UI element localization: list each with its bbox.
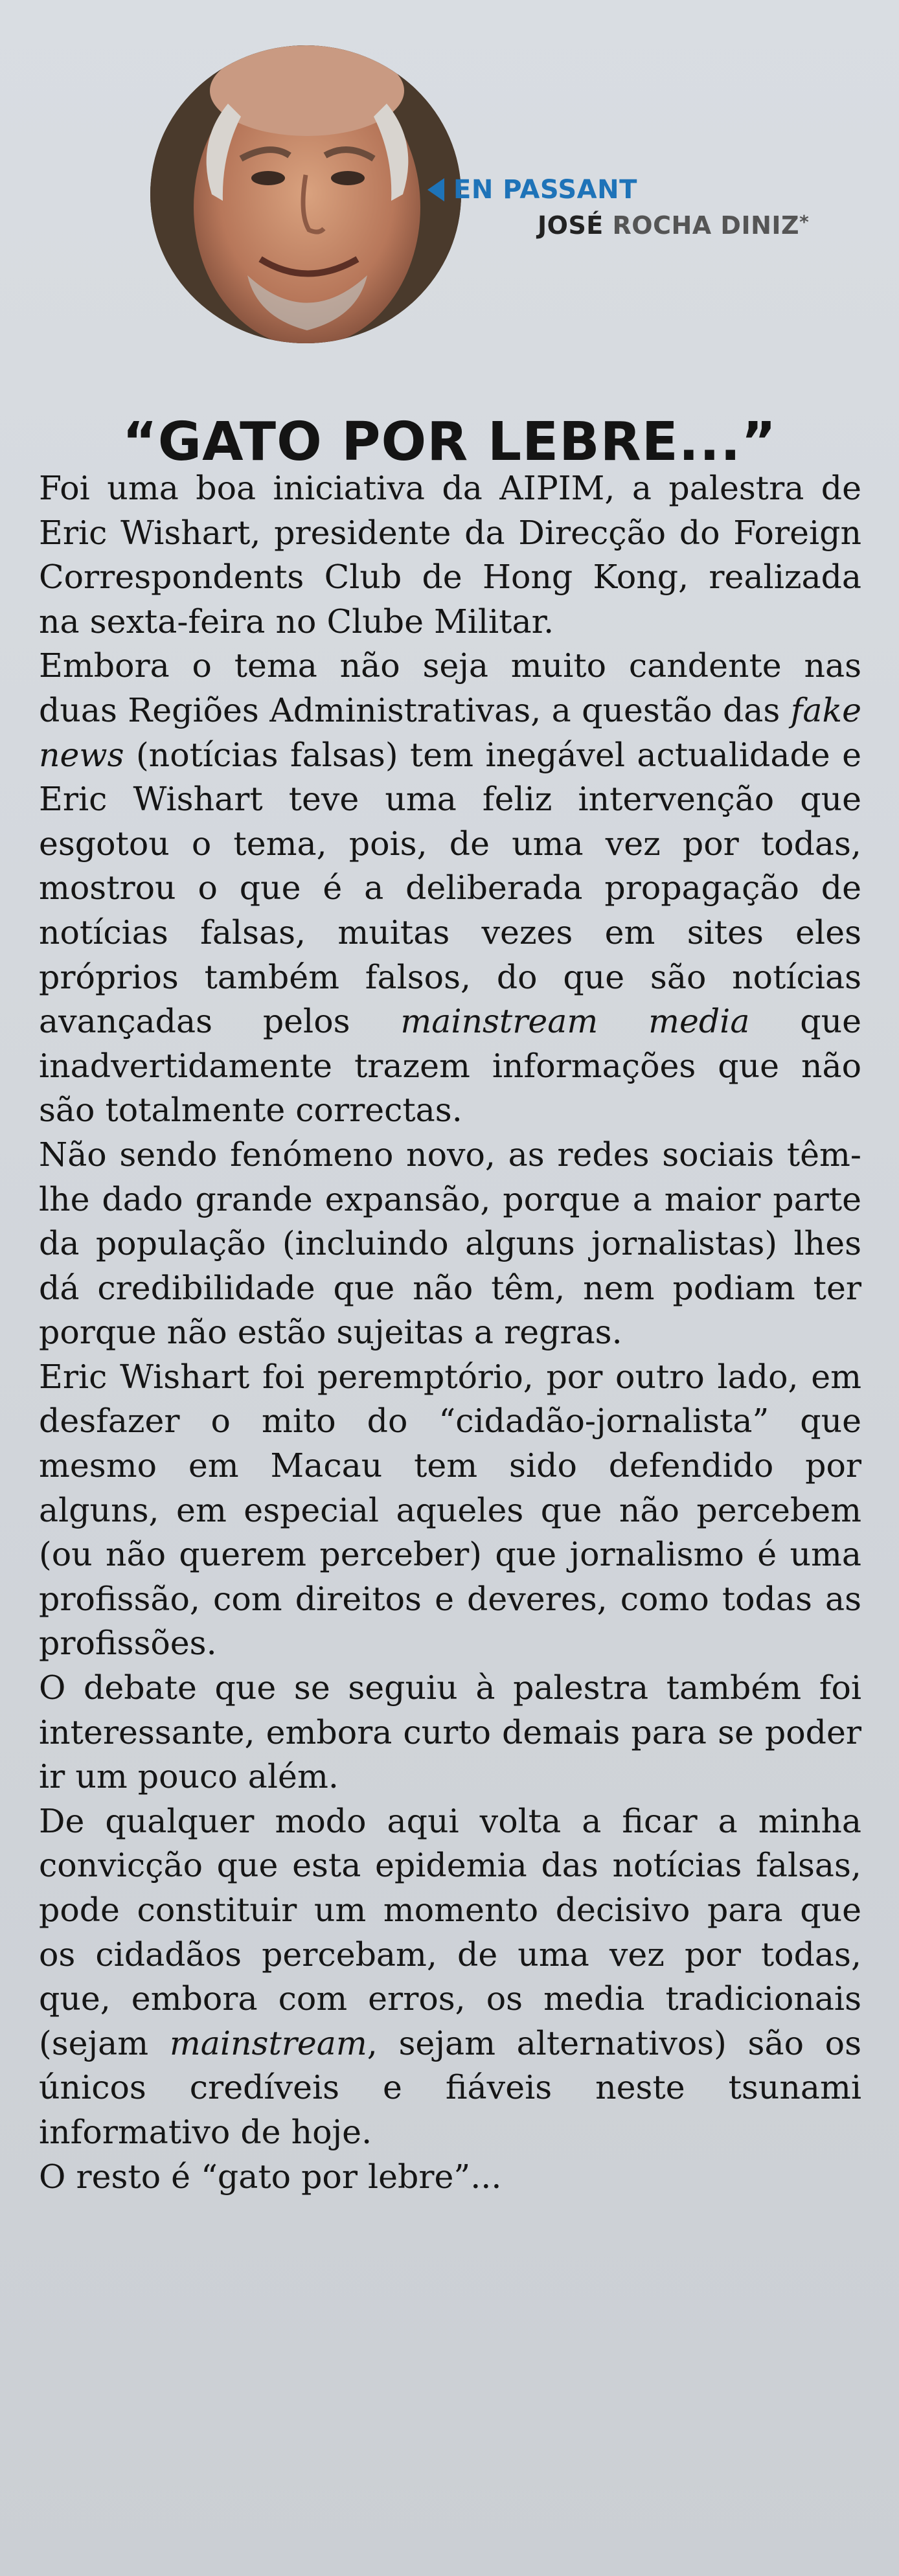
author-portrait [150,45,461,343]
closing-line: O resto é “gato por lebre”... [39,2157,502,2196]
article-body [39,466,861,2199]
author-footnote-mark: * [799,211,810,233]
column-header [0,0,899,363]
paragraph: Eric Wishart foi peremptório, por outro lado, em desfazer o mito do “cidadão-jornalista” que mesmo em Macau tem sido defendido por alguns, em especial aqueles que não percebem (ou não querem perceber) que jornalismo é uma profissão, com direitos e deveres, como todas as profissões. [39,1357,861,1663]
author-byline [538,211,809,240]
paragraph: O debate que se seguiu à palestra também foi interessante, embora curto demais para se poder ir um pouco além. [39,1669,861,1796]
author-first-name: JOSÉ [538,211,604,240]
paragraph: De qualquer modo aqui volta a ficar a minha convicção que esta epidemia das notícias falsas, pode constituir um momento decisivo para que os cidadãos percebam, de uma vez por todas, que, embora com erros, os media tradicionais (sejam mainstream, sejam alternativos) são os únicos credíveis e fiáveis neste tsunami informativo de hoje. [39,1801,861,2151]
italic-term: fake news [39,690,861,774]
arrow-left-icon [427,178,444,201]
paragraph: Não sendo fenómeno novo, as redes sociais têm-lhe dado grande expansão, porque a maior parte da população (incluindo alguns jornalistas) lhes dá credibilidade que não têm, nem podiam ter porque não estão sujeitas a regras. [39,1135,861,1352]
author-portrait-image [150,45,461,343]
author-last-name: ROCHA DINIZ [612,211,800,240]
italic-term: mainstream media [400,1002,750,1041]
column-section [427,175,637,205]
section-name: EN PASSANT [453,175,637,205]
article-headline: “GATO POR LEBRE...” [122,411,777,473]
italic-term: mainstream [169,2023,367,2062]
paragraph: Foi uma boa iniciativa da AIPIM, a palestra de Eric Wishart, presidente da Direcção do Foreign Correspondents Club de Hong Kong, realizada na sexta-feira no Clube Militar. [39,469,861,641]
paragraph: Embora o tema não seja muito candente nas duas Regiões Administrativas, a questão das fake news (notícias falsas) tem inegável actualidade e Eric Wishart teve uma feliz intervenção que esgotou o tema, pois, de uma vez por todas, mostrou o que é a deliberada propagação de notícias falsas, muitas vezes em sites eles próprios também falsos, do que são notícias avançadas pelos mainstream media que inadvertidamente trazem informações que não são totalmente correctas. [39,646,861,1130]
